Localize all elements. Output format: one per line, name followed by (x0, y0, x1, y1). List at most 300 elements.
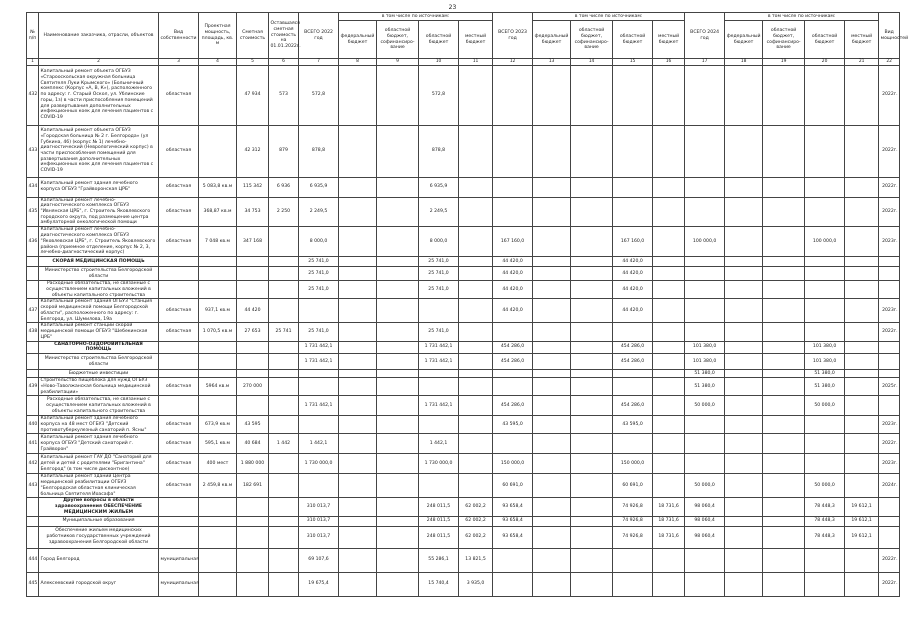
cell-t23 (493, 125, 533, 177)
cell-t22: 572,8 (299, 65, 339, 125)
cell-own: муниципальная (159, 548, 199, 572)
cell-loc24 (845, 177, 879, 197)
cell-loc24 (845, 396, 879, 416)
cell-est (237, 516, 269, 526)
cell-rcof24 (763, 474, 805, 498)
cell-cap: 937,1 кв.м (199, 299, 237, 323)
cell-loc22 (459, 281, 493, 299)
cell-num: 437 (27, 299, 39, 323)
cell-fed23 (533, 227, 571, 257)
cell-est: 43 595 (237, 416, 269, 434)
cell-loc22: 13 821,5 (459, 548, 493, 572)
cell-num (27, 354, 39, 370)
cell-name: Расходные обязательства, не связанные с осуществлением капитальных вложений в объекты капитального строительства (39, 396, 159, 416)
cell-rcof22 (377, 281, 419, 299)
cell-t22 (299, 299, 339, 323)
cell-fed24 (725, 474, 763, 498)
cell-rem (269, 572, 299, 596)
cell-fed24 (725, 416, 763, 434)
cell-loc22 (459, 299, 493, 323)
cell-own (159, 396, 199, 416)
cell-t23: 454 286,0 (493, 354, 533, 370)
cell-fed24 (725, 323, 763, 341)
cell-reg24 (805, 257, 845, 267)
cell-rcof22 (377, 572, 419, 596)
cell-reg22: 248 011,5 (419, 516, 459, 526)
cell-fed23 (533, 125, 571, 177)
cell-cap (199, 516, 237, 526)
cell-reg22 (419, 370, 459, 378)
header-by-source-2024: в том числе по источникам: (725, 13, 879, 21)
cell-rem (269, 516, 299, 526)
table-row (27, 197, 900, 227)
cell-fed24 (725, 354, 763, 370)
cell-rcof22 (377, 526, 419, 548)
cell-reg24 (805, 177, 845, 197)
header-by-source-2023: в том числе по источникам: (533, 13, 685, 21)
cell-cap: 673,9 кв.м (199, 416, 237, 434)
cell-t22: 1 442,1 (299, 434, 339, 454)
cell-rcof22 (377, 341, 419, 353)
cell-loc22 (459, 396, 493, 416)
cell-fed23 (533, 323, 571, 341)
cell-fed24 (725, 65, 763, 125)
cell-reg24: 100 000,0 (805, 227, 845, 257)
cell-loc22 (459, 267, 493, 281)
cell-cap (199, 370, 237, 378)
cell-reg24 (805, 454, 845, 474)
column-index-cell: 11 (459, 59, 493, 66)
header-local-2024: местный бюджет (845, 21, 879, 59)
cell-loc24 (845, 267, 879, 281)
cell-name: Министерство строительства Белгородской области (39, 354, 159, 370)
column-index-cell: 4 (199, 59, 237, 66)
cell-rcof23 (571, 474, 613, 498)
cell-reg24 (805, 416, 845, 434)
cell-own (159, 370, 199, 378)
cell-name: Капитальный ремонт здания ОГБУЗ "Станция скорой медицинской помощи Белгородской области", расположенного по адресу: г. Белгород, ул. Шумилова, 19а (39, 299, 159, 323)
cell-num (27, 526, 39, 548)
cell-code (879, 526, 900, 548)
cell-loc22: 62 002,2 (459, 526, 493, 548)
cell-reg22: 1 731 442,1 (419, 354, 459, 370)
cell-loc24 (845, 434, 879, 454)
cell-t24 (685, 572, 725, 596)
table-group-row (27, 516, 900, 526)
cell-reg22: 25 741,0 (419, 323, 459, 341)
cell-reg23 (613, 323, 653, 341)
cell-cap (199, 548, 237, 572)
cell-code: 2022г. (879, 434, 900, 454)
header-federal-2023: федеральный бюджет (533, 21, 571, 59)
cell-reg23: 150 000,0 (613, 454, 653, 474)
cell-rcof22 (377, 498, 419, 516)
cell-fed24 (725, 197, 763, 227)
cell-reg22: 55 286,1 (419, 548, 459, 572)
cell-reg22: 25 741,0 (419, 281, 459, 299)
cell-rcof24 (763, 281, 805, 299)
cell-rcof23 (571, 370, 613, 378)
cell-own: областная (159, 125, 199, 177)
cell-code: 2023г. (879, 416, 900, 434)
cell-num (27, 267, 39, 281)
cell-fed23 (533, 396, 571, 416)
cell-rcof22 (377, 454, 419, 474)
cell-t24: 98 060,4 (685, 516, 725, 526)
column-index-cell: 21 (845, 59, 879, 66)
cell-rcof24 (763, 125, 805, 177)
cell-own: областная (159, 299, 199, 323)
header-federal-2022: федеральный бюджет (339, 21, 377, 59)
cell-fed22 (339, 177, 377, 197)
cell-loc23 (653, 197, 685, 227)
cell-reg23: 44 420,0 (613, 257, 653, 267)
cell-loc24: 19 612,1 (845, 498, 879, 516)
cell-t23: 93 658,4 (493, 516, 533, 526)
cell-t23: 44 420,0 (493, 299, 533, 323)
cell-fed23 (533, 65, 571, 125)
cell-fed23 (533, 378, 571, 396)
cell-code (879, 516, 900, 526)
cell-rcof23 (571, 416, 613, 434)
cell-fed23 (533, 516, 571, 526)
cell-t23: 93 658,4 (493, 526, 533, 548)
cell-rcof24 (763, 378, 805, 396)
cell-est: 1 880 000 (237, 454, 269, 474)
cell-est (237, 548, 269, 572)
cell-reg23 (613, 177, 653, 197)
cell-fed23 (533, 498, 571, 516)
cell-num (27, 281, 39, 299)
header-by-source-2022: в том числе по источникам: (339, 13, 493, 21)
cell-rcof23 (571, 498, 613, 516)
cell-fed22 (339, 323, 377, 341)
cell-loc22: 62 002,2 (459, 498, 493, 516)
column-index-cell: 13 (533, 59, 571, 66)
cell-rcof22 (377, 197, 419, 227)
cell-reg22: 878,8 (419, 125, 459, 177)
cell-rcof22 (377, 548, 419, 572)
cell-est: 40 684 (237, 434, 269, 454)
cell-reg22 (419, 299, 459, 323)
cell-num: 442 (27, 454, 39, 474)
cell-t23: 454 286,0 (493, 341, 533, 353)
cell-cap: 1 070,5 кв.м (199, 323, 237, 341)
cell-t23: 93 658,4 (493, 498, 533, 516)
cell-fed24 (725, 227, 763, 257)
cell-num: 444 (27, 548, 39, 572)
cell-fed22 (339, 416, 377, 434)
cell-rcof24 (763, 396, 805, 416)
cell-rcof22 (377, 177, 419, 197)
cell-reg23 (613, 548, 653, 572)
cell-t22: 310 013,7 (299, 498, 339, 516)
cell-rcof22 (377, 125, 419, 177)
cell-rem (269, 354, 299, 370)
cell-t23 (493, 65, 533, 125)
header-regional-cofin-2024: областной бюджет, софинансиро-вание (763, 21, 805, 59)
cell-rem (269, 227, 299, 257)
table-group-row (27, 498, 900, 516)
cell-code (879, 257, 900, 267)
cell-reg24 (805, 267, 845, 281)
cell-cap (199, 572, 237, 596)
cell-est (237, 572, 269, 596)
cell-reg22: 1 731 442,1 (419, 341, 459, 353)
cell-t22: 19 675,4 (299, 572, 339, 596)
table-row (27, 454, 900, 474)
cell-code (879, 396, 900, 416)
cell-cap: 5 083,8 кв.м (199, 177, 237, 197)
cell-t22: 25 741,0 (299, 257, 339, 267)
table-group-row (27, 267, 900, 281)
cell-rem (269, 370, 299, 378)
cell-reg22: 6 935,9 (419, 177, 459, 197)
cell-num (27, 498, 39, 516)
cell-rcof24 (763, 267, 805, 281)
cell-rcof24 (763, 370, 805, 378)
cell-rcof22 (377, 227, 419, 257)
cell-name: Муниципальные образования (39, 516, 159, 526)
cell-fed22 (339, 526, 377, 548)
cell-fed22 (339, 548, 377, 572)
cell-t24: 101 380,0 (685, 354, 725, 370)
cell-t23: 150 000,0 (493, 454, 533, 474)
cell-rcof22 (377, 267, 419, 281)
cell-t24 (685, 257, 725, 267)
cell-loc22 (459, 65, 493, 125)
cell-rem: 2 250 (269, 197, 299, 227)
cell-rcof24 (763, 341, 805, 353)
header-remaining: Оставшаяся сметная стоимость на 01.01.2022г. (269, 13, 299, 59)
cell-t22: 6 935,9 (299, 177, 339, 197)
cell-reg23: 43 595,0 (613, 416, 653, 434)
cell-fed22 (339, 516, 377, 526)
cell-rem (269, 396, 299, 416)
cell-loc24 (845, 125, 879, 177)
table-row (27, 323, 900, 341)
cell-loc23 (653, 323, 685, 341)
cell-fed22 (339, 396, 377, 416)
cell-loc23 (653, 434, 685, 454)
table-row (27, 299, 900, 323)
cell-fed23 (533, 454, 571, 474)
header-regional-2024: областной бюджет (805, 21, 845, 59)
table-group-row (27, 257, 900, 267)
cell-t22 (299, 370, 339, 378)
cell-code: 2023г. (879, 454, 900, 474)
cell-reg22: 1 730 000,0 (419, 454, 459, 474)
cell-rcof22 (377, 416, 419, 434)
column-index-cell: 12 (493, 59, 533, 66)
cell-rem: 573 (269, 65, 299, 125)
cell-name: Город Белгород (39, 548, 159, 572)
cell-t24: 51 380,0 (685, 370, 725, 378)
cell-fed23 (533, 281, 571, 299)
cell-loc23 (653, 572, 685, 596)
cell-loc23 (653, 125, 685, 177)
cell-t22: 1 730 000,0 (299, 454, 339, 474)
cell-rcof23 (571, 65, 613, 125)
cell-t23 (493, 572, 533, 596)
cell-loc24 (845, 572, 879, 596)
cell-fed23 (533, 572, 571, 596)
cell-code: 2024г. (879, 474, 900, 498)
cell-t22: 310 013,7 (299, 526, 339, 548)
header-num: № п/п (27, 13, 39, 59)
cell-loc22 (459, 354, 493, 370)
cell-fed23 (533, 548, 571, 572)
cell-loc23 (653, 548, 685, 572)
cell-code: 2022г. (879, 177, 900, 197)
cell-own (159, 341, 199, 353)
cell-t24 (685, 454, 725, 474)
cell-loc24 (845, 341, 879, 353)
cell-rcof22 (377, 516, 419, 526)
cell-name: Капитальный ремонт ГАУ ДО "Санаторий для детей и детей с родителями "Бригантина" Белгород" (в том числе дисконтное) (39, 454, 159, 474)
table-row (27, 548, 900, 572)
cell-t23 (493, 434, 533, 454)
cell-rcof23 (571, 341, 613, 353)
cell-num (27, 257, 39, 267)
cell-num (27, 370, 39, 378)
cell-fed23 (533, 416, 571, 434)
cell-reg23: 44 420,0 (613, 281, 653, 299)
cell-rcof23 (571, 267, 613, 281)
table-group-row (27, 281, 900, 299)
cell-loc24 (845, 548, 879, 572)
cell-loc23 (653, 177, 685, 197)
cell-reg24 (805, 281, 845, 299)
cell-rcof22 (377, 474, 419, 498)
cell-rcof24 (763, 516, 805, 526)
cell-rcof23 (571, 548, 613, 572)
cell-t24 (685, 267, 725, 281)
cell-rem (269, 378, 299, 396)
cell-reg22: 248 011,5 (419, 498, 459, 516)
page-number: 23 (448, 4, 457, 11)
cell-fed22 (339, 65, 377, 125)
cell-t24 (685, 299, 725, 323)
cell-rcof24 (763, 454, 805, 474)
cell-loc22 (459, 370, 493, 378)
cell-loc23: 18 731,6 (653, 526, 685, 548)
cell-fed24 (725, 177, 763, 197)
column-index-cell: 7 (299, 59, 339, 66)
cell-t23: 43 595,0 (493, 416, 533, 434)
cell-est (237, 498, 269, 516)
cell-loc23 (653, 299, 685, 323)
cell-fed24 (725, 281, 763, 299)
cell-t23 (493, 323, 533, 341)
cell-rcof22 (377, 299, 419, 323)
cell-est (237, 396, 269, 416)
header-regional-2022: областной бюджет (419, 21, 459, 59)
cell-fed22 (339, 474, 377, 498)
cell-own: областная (159, 454, 199, 474)
cell-t22: 25 741,0 (299, 323, 339, 341)
cell-fed24 (725, 396, 763, 416)
cell-reg24: 50 000,0 (805, 474, 845, 498)
cell-code: 2022г. (879, 65, 900, 125)
cell-rem (269, 281, 299, 299)
cell-t24: 101 380,0 (685, 341, 725, 353)
cell-reg24 (805, 65, 845, 125)
cell-num: 441 (27, 434, 39, 454)
header-capacity: Проектная мощность, площадь, кв. м (199, 13, 237, 59)
cell-fed22 (339, 498, 377, 516)
table-row (27, 416, 900, 434)
cell-est (237, 281, 269, 299)
cell-loc24 (845, 370, 879, 378)
cell-fed23 (533, 526, 571, 548)
header-name: Наименование заказчика, отрасли, объектов (39, 13, 159, 59)
cell-fed23 (533, 341, 571, 353)
cell-reg24 (805, 323, 845, 341)
cell-est (237, 267, 269, 281)
cell-cap (199, 267, 237, 281)
column-index-cell: 16 (653, 59, 685, 66)
cell-reg22: 572,8 (419, 65, 459, 125)
cell-rcof24 (763, 227, 805, 257)
cell-loc23 (653, 454, 685, 474)
cell-rcof24 (763, 65, 805, 125)
cell-t23 (493, 197, 533, 227)
cell-loc24 (845, 281, 879, 299)
cell-own: областная (159, 434, 199, 454)
header-code: Вид мощностей (879, 13, 900, 59)
cell-fed22 (339, 572, 377, 596)
cell-est: 47 934 (237, 65, 269, 125)
table-body (27, 65, 900, 596)
cell-t24 (685, 197, 725, 227)
cell-fed22 (339, 341, 377, 353)
cell-num: 436 (27, 227, 39, 257)
cell-rem (269, 454, 299, 474)
table-row (27, 227, 900, 257)
cell-code (879, 354, 900, 370)
cell-loc23 (653, 281, 685, 299)
cell-reg24 (805, 299, 845, 323)
cell-loc24 (845, 354, 879, 370)
cell-t24: 100 000,0 (685, 227, 725, 257)
header-regional-2023: областной бюджет (613, 21, 653, 59)
cell-fed24 (725, 434, 763, 454)
table-header (27, 13, 908, 66)
cell-cap: 2 459,8 кв.м (199, 474, 237, 498)
cell-name: Бюджетные инвестиции (39, 370, 159, 378)
cell-loc24 (845, 65, 879, 125)
cell-rcof24 (763, 197, 805, 227)
column-index-cell: 10 (419, 59, 459, 66)
cell-fed22 (339, 434, 377, 454)
cell-t24: 50 000,0 (685, 396, 725, 416)
cell-cap: 7 048 кв.м (199, 227, 237, 257)
cell-t22 (299, 474, 339, 498)
cell-own (159, 354, 199, 370)
cell-code: 2022г. (879, 572, 900, 596)
cell-name: Обеспечение жильем медицинских работников государственных учреждений здравоохранения Белгородской области (39, 526, 159, 548)
cell-name: Алексеевский городской округ (39, 572, 159, 596)
cell-loc22 (459, 434, 493, 454)
cell-rcof23 (571, 125, 613, 177)
cell-rem (269, 341, 299, 353)
cell-code (879, 341, 900, 353)
table-group-row (27, 354, 900, 370)
cell-est: 42 312 (237, 125, 269, 177)
table-row (27, 65, 900, 125)
cell-loc23 (653, 257, 685, 267)
